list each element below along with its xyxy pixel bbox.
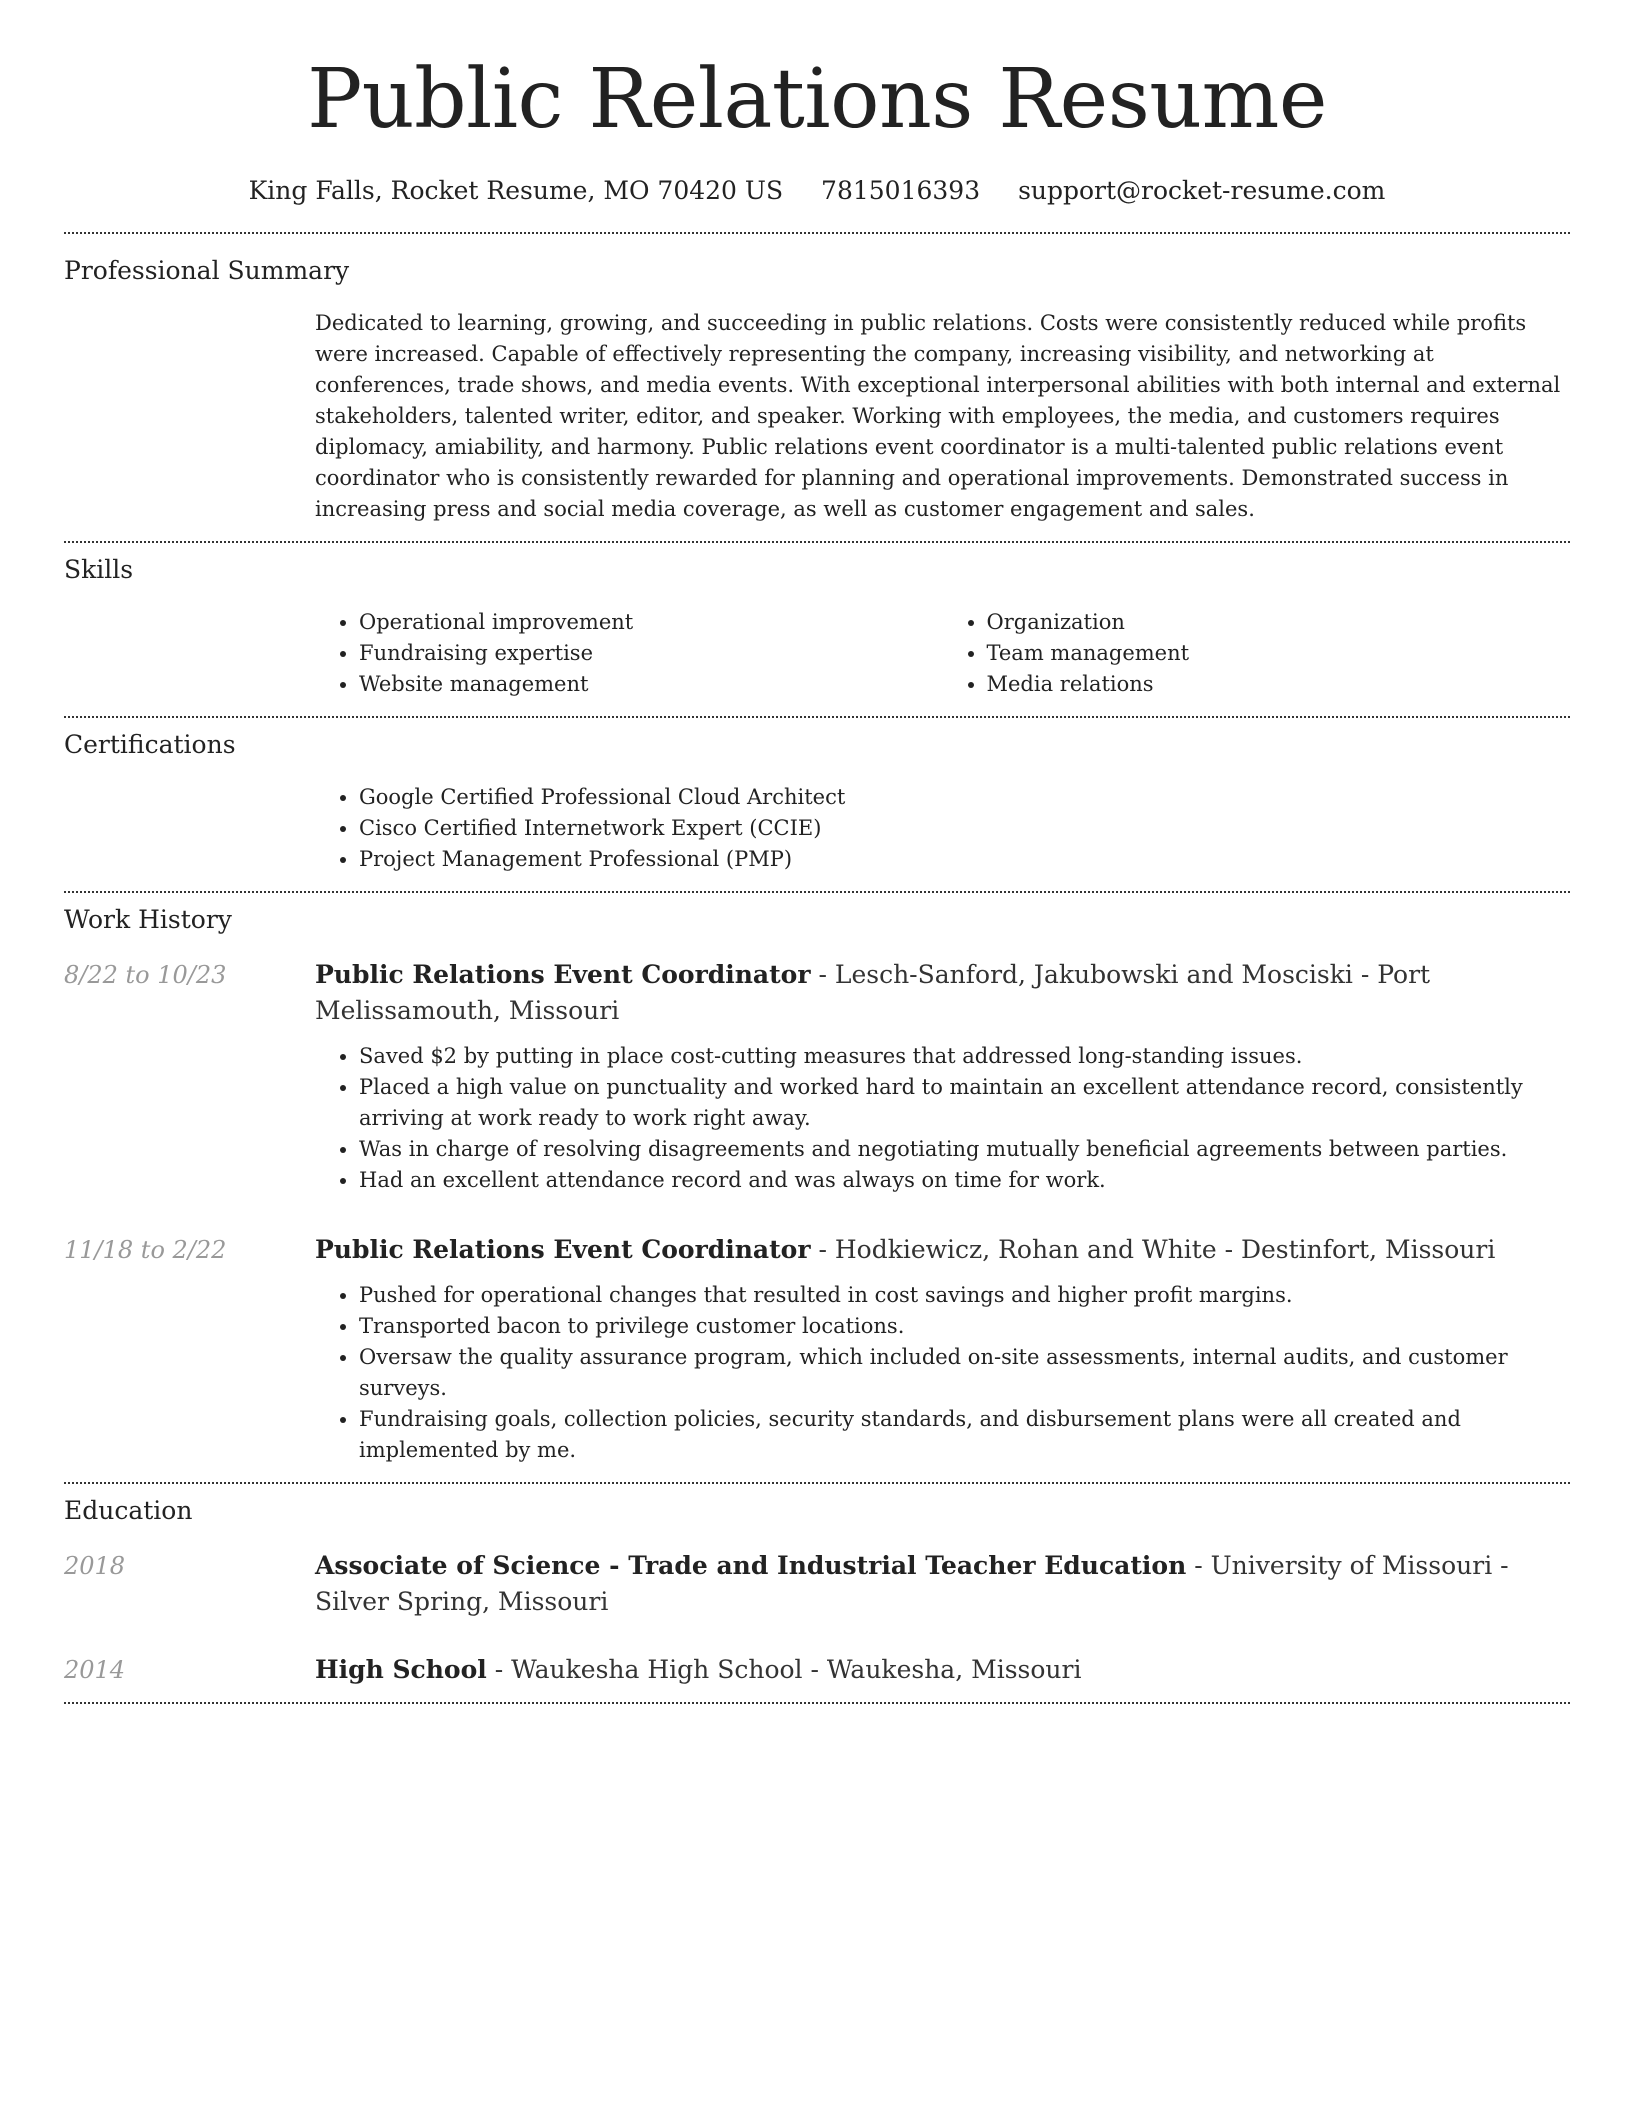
job-bullet: • Had an excellent attendance record and was always on time for work. bbox=[359, 1165, 1570, 1196]
job-dates: 11/18 to 2/22 bbox=[64, 1236, 227, 1264]
contact-address: King Falls, Rocket Resume, MO 70420 US bbox=[248, 176, 784, 205]
job-bullet: • Was in charge of resolving disagreements and negotiating mutually beneficial agreements between parties. bbox=[359, 1134, 1570, 1165]
summary-heading: Professional Summary bbox=[64, 256, 350, 285]
job-bullet: • Pushed for operational changes that resulted in cost savings and higher profit margins. bbox=[359, 1280, 1570, 1311]
education-heading-line bbox=[315, 1652, 1570, 1688]
resume-page bbox=[64, 0, 1570, 1704]
job-heading bbox=[315, 1232, 1570, 1268]
certification-item: • Cisco Certified Internetwork Expert (CCIE) bbox=[359, 813, 1570, 844]
education-year: 2014 bbox=[64, 1656, 126, 1684]
job-entry bbox=[64, 957, 1570, 1196]
certifications-heading: Certifications bbox=[64, 730, 236, 759]
education-section bbox=[64, 1484, 1570, 1688]
education-heading: Education bbox=[64, 1496, 193, 1525]
resume-title: Public Relations Resume bbox=[307, 52, 1327, 147]
job-dates: 8/22 to 10/23 bbox=[64, 961, 227, 989]
skills-heading: Skills bbox=[64, 555, 134, 584]
summary-text: Dedicated to learning, growing, and succeeding in public relations. Costs were consistently reduced while profits were increased. Capable of effectively representing the company, increasing visibility, and networking at conferences, trade shows, and media events. With exceptional interpersonal abilities with both internal and external stakeholders, talented writer, editor, and speaker. Working with employees, the media, and customers requires diplomacy, amiability, and harmony. Public relations event coordinator is a multi-talented public relations event coordinator who is consistently rewarded for planning and operational improvements. Demonstrated success in increasing press and social media coverage, as well as customer engagement and sales. bbox=[315, 311, 1561, 521]
education-details: - Waukesha High School - Waukesha, Missouri bbox=[486, 1655, 1082, 1684]
education-degree: Associate of Science - Trade and Industrial Teacher Education bbox=[315, 1551, 1187, 1580]
job-bullet: • Oversaw the quality assurance program, which included on-site assessments, internal audits, and customer surveys. bbox=[359, 1342, 1570, 1404]
skill-item: • Team management bbox=[987, 638, 1571, 669]
work-section bbox=[64, 893, 1570, 1466]
job-bullets bbox=[315, 1041, 1570, 1196]
job-bullet: • Placed a high value on punctuality and worked hard to maintain an excellent attendance record, consistently arriving at work ready to work right away. bbox=[359, 1072, 1570, 1134]
certification-item: • Project Management Professional (PMP) bbox=[359, 844, 1570, 875]
education-entry bbox=[64, 1548, 1570, 1620]
job-bullet: • Transported bacon to privilege customer locations. bbox=[359, 1311, 1570, 1342]
job-entry bbox=[64, 1232, 1570, 1466]
job-details: - Lesch-Sanford, Jakubowski and Mosciski - Port Melissamouth, Missouri bbox=[315, 960, 1431, 1025]
education-entry bbox=[64, 1652, 1570, 1688]
skills-list-left bbox=[315, 607, 943, 700]
job-bullet: • Fundraising goals, collection policies, security standards, and disbursement plans were all created and implemented by me. bbox=[359, 1404, 1570, 1466]
contact-line bbox=[64, 174, 1570, 208]
job-title: Public Relations Event Coordinator bbox=[315, 960, 811, 989]
skills-grid bbox=[315, 607, 1570, 700]
skill-item: • Operational improvement bbox=[359, 607, 943, 638]
job-title: Public Relations Event Coordinator bbox=[315, 1235, 811, 1264]
education-year: 2018 bbox=[64, 1552, 126, 1580]
skills-section bbox=[64, 543, 1570, 700]
contact-email: support@rocket-resume.com bbox=[1018, 176, 1386, 205]
divider bbox=[64, 1702, 1570, 1704]
skill-item: • Fundraising expertise bbox=[359, 638, 943, 669]
skills-list-right bbox=[943, 607, 1571, 700]
summary-section bbox=[64, 234, 1570, 525]
skill-item: • Website management bbox=[359, 669, 943, 700]
education-heading-line bbox=[315, 1548, 1570, 1620]
education-degree: High School bbox=[315, 1655, 487, 1684]
work-heading: Work History bbox=[64, 905, 232, 934]
job-bullets bbox=[315, 1280, 1570, 1466]
certifications-list bbox=[315, 782, 1570, 875]
job-bullet: • Saved $2 by putting in place cost-cutting measures that addressed long-standing issues. bbox=[359, 1041, 1570, 1072]
certifications-section bbox=[64, 718, 1570, 875]
contact-phone: 7815016393 bbox=[821, 176, 981, 205]
skill-item: • Media relations bbox=[987, 669, 1571, 700]
certification-item: • Google Certified Professional Cloud Architect bbox=[359, 782, 1570, 813]
skill-item: • Organization bbox=[987, 607, 1571, 638]
job-details: - Hodkiewicz, Rohan and White - Destinfort, Missouri bbox=[810, 1235, 1496, 1264]
job-heading bbox=[315, 957, 1570, 1029]
education-details: - University of Missouri - Silver Spring, Missouri bbox=[315, 1551, 1509, 1616]
